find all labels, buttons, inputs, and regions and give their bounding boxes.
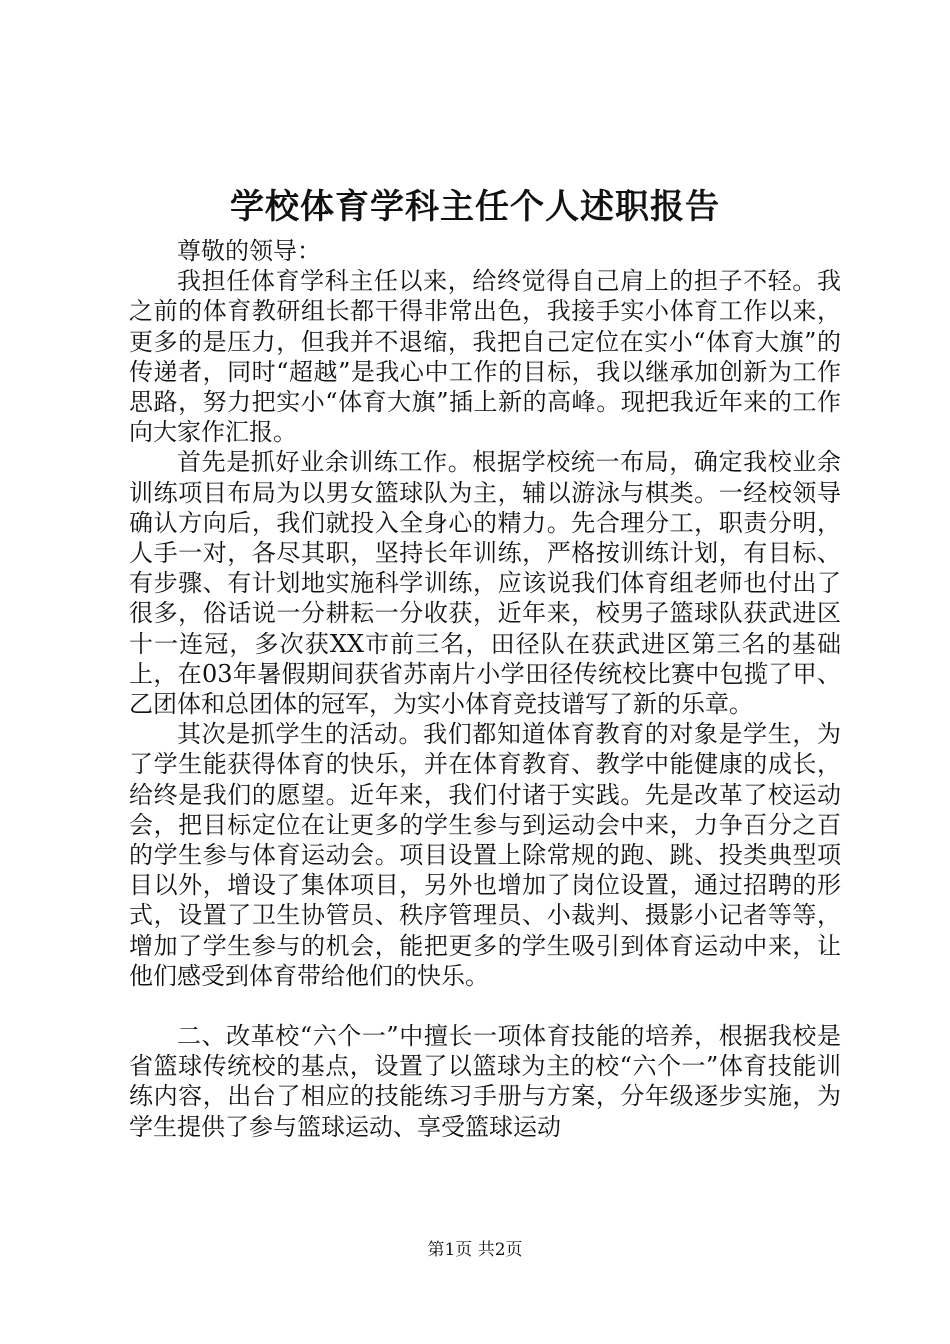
page-footer: 第1页 共2页: [427, 1240, 523, 1260]
salutation: 尊敬的领导：: [177, 237, 321, 265]
document-title: 学校体育学科主任个人述职报告: [230, 187, 720, 227]
document-body: [129, 236, 841, 1142]
paragraph-reform: 二、改革校“六个一”中擅长一项体育技能的培养，根据我校是省篮球传统校的基点，设置了以篮球为主的校“六个一”体育技能训练内容，出台了相应的技能练习手册与方案，分年级逐步实施，为学生提供了参与篮球运动、享受篮球运动: [129, 1022, 841, 1141]
paragraph-intro: 我担任体育学科主任以来，给终觉得自己肩上的担子不轻。我之前的体育教研组长都干得非常出色，我接手实小体育工作以来，更多的是压力，但我并不退缩，我把自己定位在实小“体育大旗”的传递者，同时“超越”是我心中工作的目标，我以继承加创新为工作思路，努力把实小“体育大旗”插上新的高峰。现把我近年来的工作向大家作汇报。: [129, 267, 841, 447]
paragraph-training: 首先是抓好业余训练工作。根据学校统一布局，确定我校业余训练项目布局为以男女篮球队为主，辅以游泳与棋类。一经校领导确认方向后，我们就投入全身心的精力。先合理分工，职责分明，人手一对，各尽其职，坚持长年训练，严格按训练计划，有目标、有步骤、有计划地实施科学训练，应该说我们体育组老师也付出了很多，俗话说一分耕耘一分收获，近年来，校男子篮球队获武进区十一连冠，多次获XX市前三名，田径队在获武进区第三名的基础上，在03年暑假期间获省苏南片小学田径传统校比赛中包揽了甲、乙团体和总团体的冠军，为实小体育竞技谱写了新的乐章。: [129, 448, 841, 719]
paragraph-activities: 其次是抓学生的活动。我们都知道体育教育的对象是学生，为了学生能获得体育的快乐，并在体育教育、教学中能健康的成长，给终是我们的愿望。近年来，我们付诸于实践。先是改革了校运动会，把目标定位在让更多的学生参与到运动会中来，力争百分之百的学生参与体育运动会。项目设置上除常规的跑、跳、投类典型项目以外，增设了集体项目，另外也增加了岗位设置，通过招聘的形式，设置了卫生协管员、秩序管理员、小裁判、摄影小记者等等，增加了学生参与的机会，能把更多的学生吸引到体育运动中来，让他们感受到体育带给他们的快乐。: [129, 720, 841, 990]
